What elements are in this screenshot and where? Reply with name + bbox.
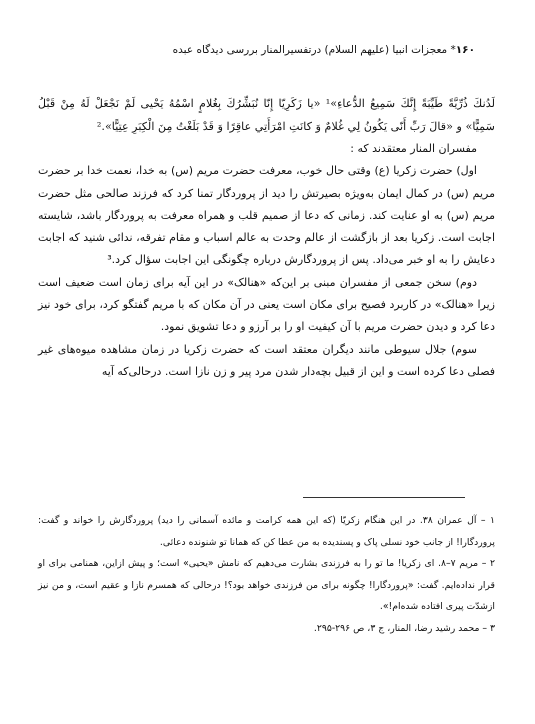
footnote-separator — [303, 497, 465, 498]
footnotes — [38, 510, 495, 639]
intro-paragraph: مفسران المنار معتقدند که : — [350, 142, 477, 155]
quran-verse-paragraph: لَدُنكَ ذُرِّيَّةً طَيِّبَةً إِنَّكَ سَمِيعُ الدُّعاءِ»¹ «يا زَكَرِيّا إِنّا نُبَشِّرُكَ بِغُلامٍ اسْمُهُ يَحْيى لَمْ نَجْعَلْ لَهُ مِنْ قَبْلُ سَمِيًّا» و «قالَ رَبِّ أَنّى يَكُونُ لِي غُلامٌ وَ كانَتِ امْرَأَتِي عاقِرًا وَ قَدْ بَلَغْتُ مِنَ الْكِبَرِ عِتِيًّا».² — [38, 97, 495, 133]
second-point-paragraph: دوم) سخن جمعی از مفسران مبنی بر این‌که «هنالک» در این آیه برای زمان است ضعیف است زیرا «هنالک» در کاربرد فصیح برای مکان است یعنی در آن مکان که با مریم گفتگو کرد، برای خود نیز دعا کرد و دیدن حضرت مریم با آن کیفیت او را بر آرزو و دعا تشویق نمود. — [38, 275, 495, 334]
footnote-2: ۲ – مریم ۷–۸. ای زکریا! ما تو را به فرزندی بشارت می‌دهیم که نامش «یحیی» است؛ و پیش ازاین، همنامی برای او قرار نداده‌ایم. گفت: «پروردگارا! چگونه برای من فرزندی خواهد بود؟! درحالی که همسرم نازا و عقیم است، و من نیز ازشدّت پیری افتاده شده‌ام!». — [38, 558, 495, 612]
main-text — [38, 92, 495, 383]
third-point-paragraph: سوم) جلال سیوطی مانند دیگران معتقد است که حضرت زکریا در زمان مشاهده میوه‌های غیر فصلی دعا کرده است و این از قبیل بچه‌دار شدن مرد پیر و زن نازا است. درحالی‌که آیه — [38, 342, 495, 378]
footnote-1: ۱ – آل عمران ۳۸. در این هنگام زکریّا (که این همه کرامت و مائده آسمانی را دید) پروردگارش را خواند و گفت: پروردگارا! از جانب خود نسلی پاک و پسندیده به من عطا کن که همانا تو شنونده دعائی. — [38, 515, 495, 548]
first-point-paragraph: اول) حضرت زکریا (ع) وقتی حال خوب، معرفت حضرت مریم (س) به خدا، نعمت خدا بر حضرت مریم (س) در کمال ایمان به‌ویژه بصیرتش را دید از پروردگار تمنا کرد که فرزند صالحی مثل حضرت مریم (س) به او عنایت کند. زمانی که دعا از صمیم قلب و همراه معرفت به پروردگار باشد، شایسته اجابت است. زکریا بعد از بازگشت از عالم وحدت به عالم اسباب و مقام تفرقه، ندائی شنید که اجابت دعایش را به او خبر می‌داد. پس از پروردگارش درباره چگونگی این اجابت سؤال کرد.³ — [38, 164, 495, 267]
running-title: معجزات انبیا (علیهم السلام) درتفسیرالمنار بررسی دیدگاه عبده — [172, 44, 448, 56]
running-header — [60, 44, 475, 62]
footnote-3: ۳ – محمد رشید رضا، المنار، ج ۳، ص ۲۹۶-۲۹۵. — [313, 622, 495, 634]
page-number: ۱۶۰ — [455, 44, 475, 56]
header-separator: * — [450, 44, 456, 56]
